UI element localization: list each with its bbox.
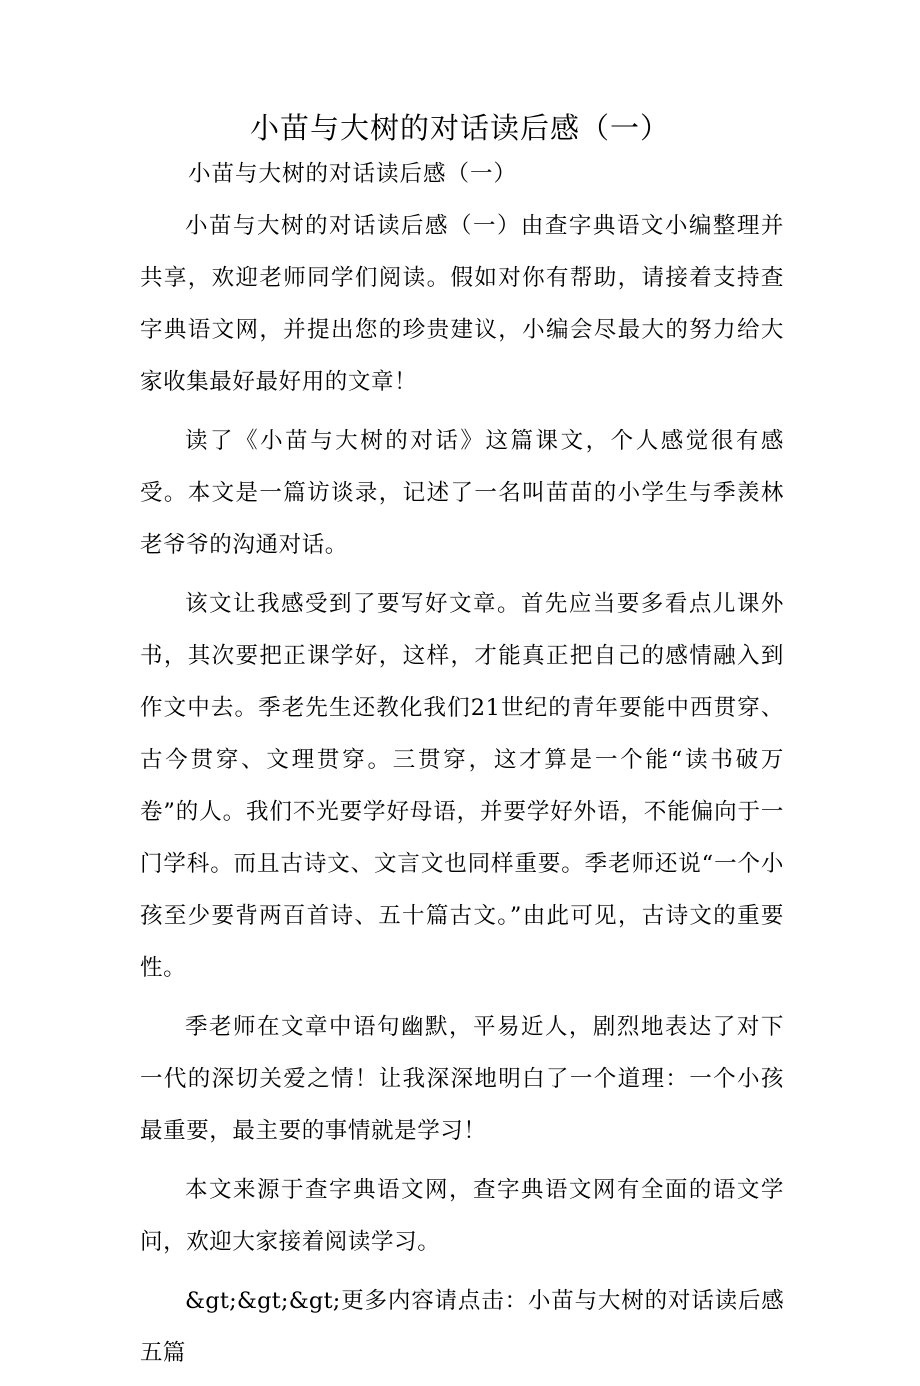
paragraph-reading: 读了《小苗与大树的对话》这篇课文，个人感觉很有感受。本文是一篇访谈录，记述了一名叫苗苗的小学生与季羡林老爷爷的沟通对话。	[140, 428, 784, 558]
paragraph-intro: 小苗与大树的对话读后感（一）由查字典语文小编整理并共享，欢迎老师同学们阅读。假如对你有帮助，请接着支持查字典语文网，并提出您的珍贵建议，小编会尽最大的努力给大家收集最好最好用的文章！	[140, 213, 784, 395]
paragraph-source: 本文来源于查字典语文网，查字典语文网有全面的语文学问，欢迎大家接着阅读学习。	[140, 1177, 784, 1255]
more-content-link[interactable]: &gt;&gt;&gt;更多内容请点击：小苗与大树的对话读后感五篇	[140, 1288, 784, 1366]
paragraph-lesson: 该文让我感受到了要写好文章。首先应当要多看点儿课外书，其次要把正课学好，这样，才能真正把自己的感情融入到作文中去。季老先生还教化我们21世纪的青年要能中西贯穿、古今贯穿、文理贯穿。三贯穿，这才算是一个能“读书破万卷”的人。我们不光要学好母语，并要学好外语，不能偏向于一门学科。而且古诗文、文言文也同样重要。季老师还说“一个小孩至少要背两百首诗、五十篇古文。”由此可见，古诗文的重要性。	[140, 591, 784, 981]
document-body	[140, 200, 784, 1386]
document-subtitle: 小苗与大树的对话读后感（一）	[188, 161, 518, 187]
document-title: 小苗与大树的对话读后感（一）	[249, 111, 670, 145]
paragraph-reflection: 季老师在文章中语句幽默，平易近人，剧烈地表达了对下一代的深切关爱之情！让我深深地明白了一个道理：一个小孩最重要，最主要的事情就是学习！	[140, 1014, 784, 1144]
